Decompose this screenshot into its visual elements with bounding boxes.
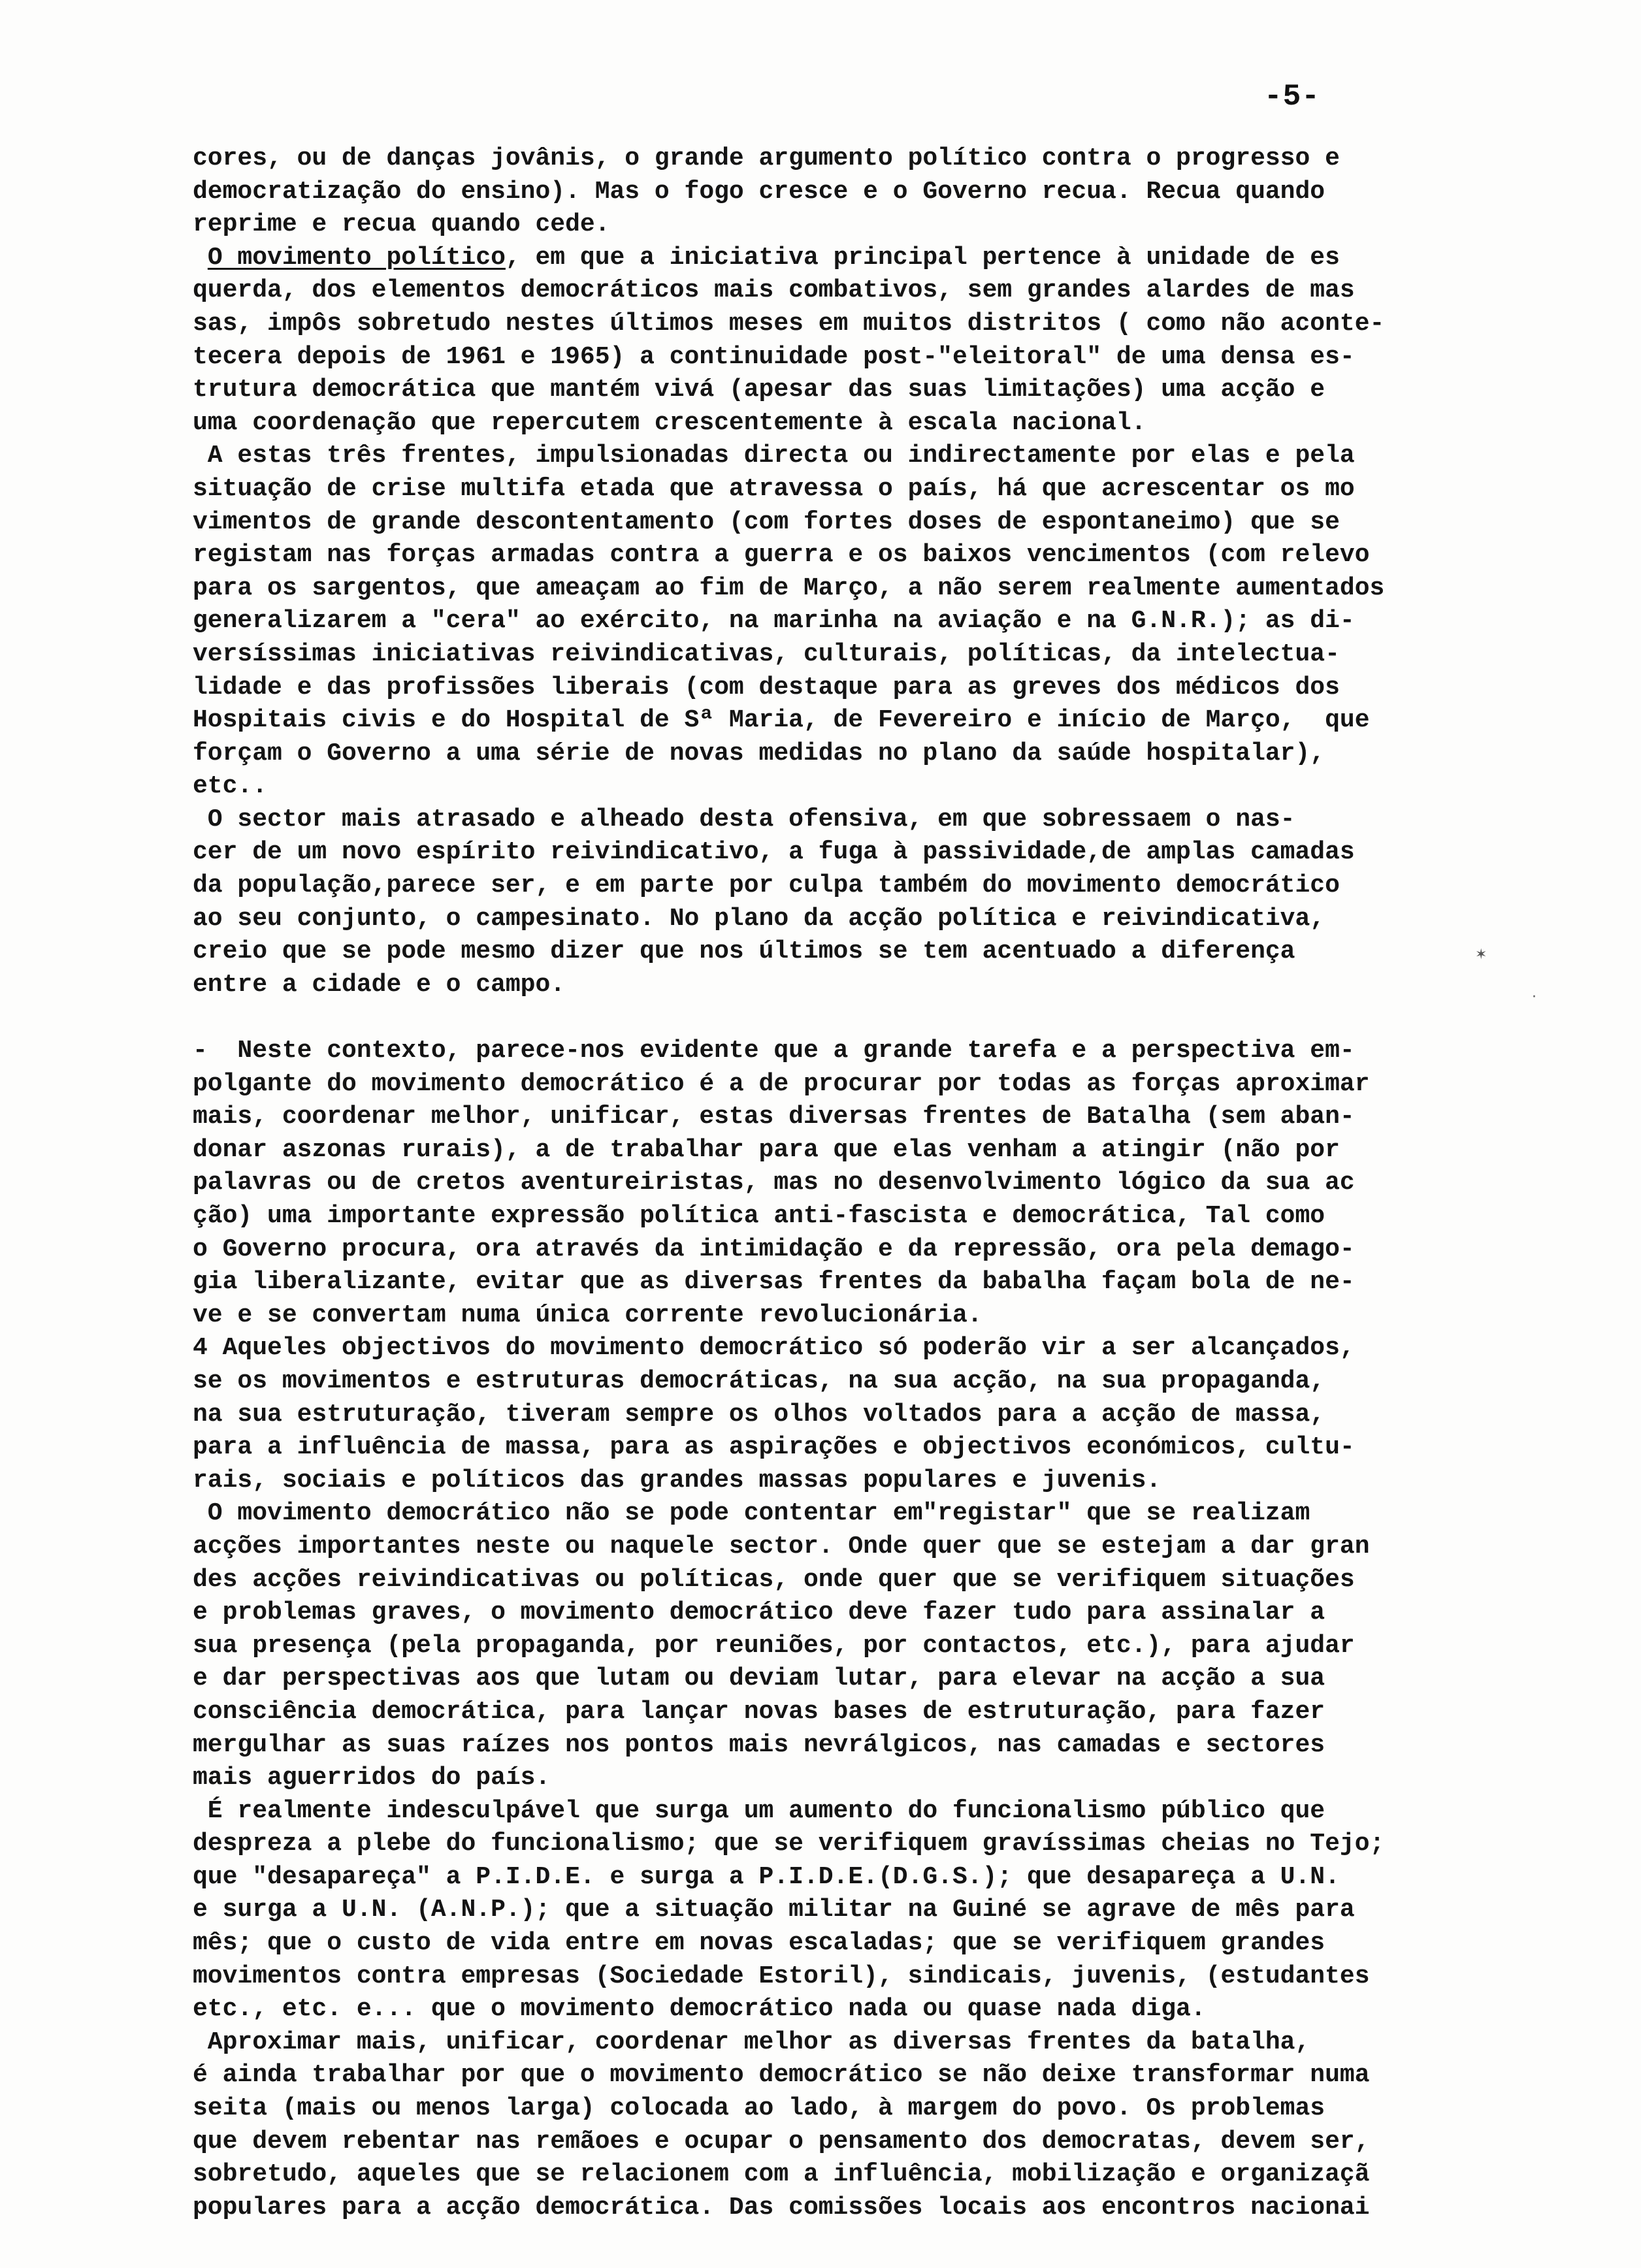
text-line: sas, impôs sobretudo nestes últimos meses em muitos distritos ( como não aconte-: [193, 309, 1385, 338]
text-line: se os movimentos e estruturas democráticas, na sua acção, na sua propaganda,: [193, 1367, 1325, 1395]
text-line: trutura democrática que mantém vivá (apesar das suas limitações) uma acção e: [193, 376, 1325, 404]
text-line: e surga a U.N. (A.N.P.); que a situação militar na Guiné se agrave de mês para: [193, 1896, 1355, 1924]
text-line: É realmente indesculpável que surga um aumento do funcionalismo público que: [193, 1796, 1325, 1825]
text-line: mês; que o custo de vida entre em novas escaladas; que se verifiquem grandes: [193, 1929, 1325, 1958]
text-line: palavras ou de cretos aventureiristas, mas no desenvolvimento lógico da sua ac: [193, 1169, 1355, 1197]
text-line: cores, ou de danças jovânis, o grande argumento político contra o progresso e: [193, 144, 1340, 172]
text-line: forçam o Governo a uma série de novas medidas no plano da saúde hospitalar),: [193, 739, 1325, 768]
text-line: que devem rebentar nas remãoes e ocupar o pensamento dos democratas, devem ser,: [193, 2127, 1370, 2156]
text-line: generalizarem a "cera" ao exército, na marinha na aviação e na G.N.R.); as di-: [193, 607, 1355, 636]
text-line: é ainda trabalhar por que o movimento democrático se não deixe transformar numa: [193, 2061, 1370, 2090]
text-line: registam nas forças armadas contra a guerra e os baixos vencimentos (com relevo: [193, 541, 1370, 570]
text-line: que "desapareça" a P.I.D.E. e surga a P.I.D.E.(D.G.S.); que desapareça a U.N.: [193, 1862, 1340, 1891]
text-line: entre a cidade e o campo.: [193, 970, 566, 999]
text-line: O movimento democrático não se pode contentar em"registar" que se realizam: [193, 1499, 1310, 1528]
text-line: etc..: [193, 772, 268, 801]
text-line: Aproximar mais, unificar, coordenar melhor as diversas frentes da batalha,: [193, 2028, 1310, 2056]
text-line: A estas três frentes, impulsionadas directa ou indirectamente por elas e pela: [193, 442, 1355, 470]
text-line: ve e se convertam numa única corrente revolucionária.: [193, 1301, 983, 1329]
text-line: cer de um novo espírito reivindicativo, a fuga à passividade,de amplas camadas: [193, 838, 1355, 867]
text-line: consciência democrática, para lançar novas bases de estruturação, para fazer: [193, 1697, 1325, 1726]
text-line: O movimento político, em que a iniciativa principal pertence à unidade de es: [207, 243, 1340, 272]
document-body: [193, 142, 1604, 2224]
text-line: para a influência de massa, para as aspirações e objectivos económicos, cultu-: [193, 1433, 1355, 1462]
text-line: querda, dos elementos democráticos mais combativos, sem grandes alardes de mas: [193, 276, 1355, 305]
text-line: democratização do ensino). Mas o fogo cresce e o Governo recua. Recua quando: [193, 177, 1325, 206]
text-line: acções importantes neste ou naquele sector. Onde quer que se estejam a dar gran: [193, 1532, 1370, 1561]
paragraph-gap: [193, 1001, 1604, 1035]
text-line: creio que se pode mesmo dizer que nos últimos se tem acentuado a diferença: [193, 937, 1295, 966]
text-line: reprime e recua quando cede.: [193, 210, 610, 239]
text-line: despreza a plebe do funcionalismo; que se verifiquem gravíssimas cheias no Tejo;: [193, 1830, 1385, 1858]
text-line: e problemas graves, o movimento democrático deve fazer tudo para assinalar a: [193, 1598, 1325, 1627]
text-line: rais, sociais e políticos das grandes massas populares e juvenis.: [193, 1466, 1162, 1495]
text-line: donar aszonas rurais), a de trabalhar para que elas venham a atingir (não por: [193, 1135, 1340, 1164]
underlined-phrase: O movimento político: [207, 243, 506, 272]
margin-mark: ✶: [1475, 947, 1487, 963]
text-line: etc., etc. e... que o movimento democrático nada ou quase nada diga.: [193, 1995, 1206, 2024]
text-line: populares para a acção democrática. Das comissões locais aos encontros nacionai: [193, 2193, 1370, 2222]
text-line: uma coordenação que repercutem crescentemente à escala nacional.: [193, 408, 1146, 437]
text-line: polgante do movimento democrático é a de procurar por todas as forças aproximar: [193, 1069, 1370, 1098]
text-line: situação de crise multifa etada que atravessa o país, há que acrescentar os mo: [193, 474, 1355, 503]
text-line: sua presença (pela propaganda, por reuniões, por contactos, etc.), para ajudar: [193, 1631, 1355, 1660]
text-line: mergulhar as suas raízes nos pontos mais nevrálgicos, nas camadas e sectores: [193, 1730, 1325, 1759]
text-line: versíssimas iniciativas reivindicativas, culturais, políticas, da intelectua-: [193, 640, 1340, 668]
text-line: O sector mais atrasado e alheado desta ofensiva, em que sobressaem o nas-: [193, 805, 1295, 834]
page-number: -5-: [1264, 80, 1320, 114]
text-line: o Governo procura, ora através da intimidação e da repressão, ora pela demago-: [193, 1235, 1355, 1263]
text-line: vimentos de grande descontentamento (com fortes doses de espontaneimo) que se: [193, 508, 1340, 536]
text-line: mais aguerridos do país.: [193, 1764, 551, 1792]
text-line: da população,parece ser, e em parte por culpa também do movimento democrático: [193, 871, 1340, 900]
text-line: na sua estruturação, tiveram sempre os olhos voltados para a acção de massa,: [193, 1400, 1325, 1429]
text-line: mais, coordenar melhor, unificar, estas diversas frentes de Batalha (sem aban-: [193, 1103, 1355, 1131]
text-line: ao seu conjunto, o campesinato. No plano da acção política e reivindicativa,: [193, 904, 1325, 933]
text-line: - Neste contexto, parece-nos evidente que a grande tarefa e a perspectiva em-: [193, 1037, 1355, 1065]
text-line: gia liberalizante, evitar que as diversas frentes da babalha façam bola de ne-: [193, 1268, 1355, 1297]
text-line: para os sargentos, que ameaçam ao fim de Março, a não serem realmente aumentados: [193, 574, 1385, 602]
text-line: movimentos contra empresas (Sociedade Estoril), sindicais, juvenis, (estudantes: [193, 1962, 1370, 1990]
text-line: sobretudo, aqueles que se relacionem com a influência, mobilização e organizaçã: [193, 2160, 1370, 2189]
text-line: tecera depois de 1961 e 1965) a continuidade post-"eleitoral" de uma densa es-: [193, 342, 1355, 371]
margin-mark: ·: [1532, 989, 1536, 1005]
text-line: e dar perspectivas aos que lutam ou deviam lutar, para elevar na acção a sua: [193, 1664, 1325, 1693]
text-line: lidade e das profissões liberais (com destaque para as greves dos médicos dos: [193, 673, 1340, 702]
text-line: 4 Aqueles objectivos do movimento democrático só poderão vir a ser alcançados,: [193, 1334, 1355, 1363]
text-line: des acções reivindicativas ou políticas, onde quer que se verifiquem situações: [193, 1565, 1355, 1594]
text-line: seita (mais ou menos larga) colocada ao lado, à margem do povo. Os problemas: [193, 2094, 1325, 2123]
text-line: Hospitais civis e do Hospital de Sª Maria, de Fevereiro e início de Março, que: [193, 706, 1370, 735]
text-line: ção) uma importante expressão política anti-fascista e democrática, Tal como: [193, 1202, 1325, 1230]
